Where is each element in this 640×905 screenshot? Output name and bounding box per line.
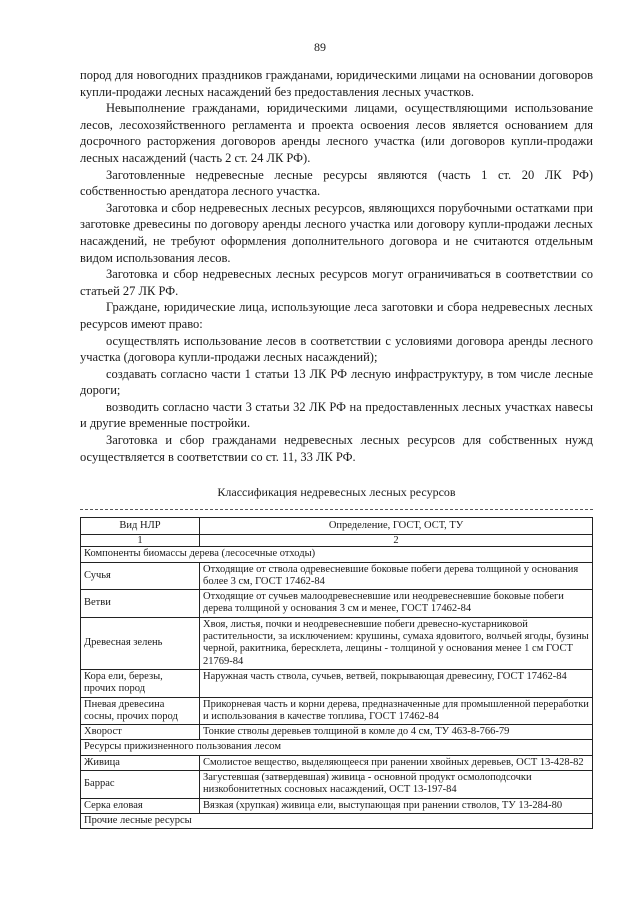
section-label: Прочие лесные ресурсы bbox=[81, 813, 593, 828]
resource-type-cell: Хворост bbox=[81, 725, 200, 740]
paragraph: Заготовка и сбор гражданами недревесных лесных ресурсов для собственных нужд осуществляется в соответствии со ст. 11, 33 ЛК РФ. bbox=[80, 433, 593, 464]
resource-type-cell: Древесная зелень bbox=[81, 617, 200, 669]
definition-cell: Наружная часть ствола, сучьев, ветвей, покрывающая древесину, ГОСТ 17462-84 bbox=[200, 669, 593, 697]
page-number: 89 bbox=[314, 40, 326, 54]
definition-cell: Отходящие от ствола одревесневшие боковые побеги дерева толщиной у основания более 3 см, ГОСТ 17462-84 bbox=[200, 562, 593, 590]
paragraph: осуществлять использование лесов в соответствии с условиями договора аренды лесного участка (договора купли-продажи лесных насаждений); bbox=[80, 333, 593, 365]
resource-type-cell: Пневая древесина сосны, прочих пород bbox=[81, 697, 200, 725]
paragraph: Заготовленные недревесные лесные ресурсы являются (часть 1 ст. 20 ЛК РФ) собственностью арендатора лесного участка. bbox=[80, 167, 593, 199]
table-row bbox=[81, 617, 593, 669]
definition-cell: Смолистое вещество, выделяющееся при ранении хвойных деревьев, ОСТ 13-428-82 bbox=[200, 755, 593, 770]
classification-table bbox=[80, 517, 593, 829]
paragraph: создавать согласно части 1 статьи 13 ЛК РФ лесную инфраструктуру, в том числе лесные дороги; bbox=[80, 366, 593, 398]
table-section-row bbox=[81, 813, 593, 828]
table-container bbox=[80, 509, 593, 826]
table-row bbox=[81, 697, 593, 725]
table-row bbox=[81, 725, 593, 740]
table-row bbox=[81, 771, 593, 799]
table-row bbox=[81, 755, 593, 770]
resource-type-cell: Баррас bbox=[81, 771, 200, 799]
section-label: Компоненты биомассы дерева (лесосечные отходы) bbox=[81, 547, 593, 562]
definition-cell: Загустевшая (затвердевшая) живица - основной продукт осмолоподсочки низкобонитетных сосновых насаждений, ОСТ 13-197-84 bbox=[200, 771, 593, 799]
paragraph: возводить согласно части 3 статьи 32 ЛК РФ на предоставленных лесных участках навесы и другие временные постройки. bbox=[80, 399, 593, 431]
resource-type-cell: Живица bbox=[81, 755, 200, 770]
definition-cell: Хвоя, листья, почки и неодревесневшие побеги древесно-кустарниковой растительности, за исключением: крушины, сумаха ядовитого, волчьей ягоды, бузины черной, ракитника, бересклета, лещины - толщиной у основания менее 1 см ГОСТ 21769-84 bbox=[200, 617, 593, 669]
definition-cell: Отходящие от сучьев малоодревесневшие или неодревесневшие боковые побеги дерева толщиной у основания 3 см и менее, ГОСТ 17462-84 bbox=[200, 590, 593, 618]
table-title: Классификация недревесных лесных ресурсов bbox=[217, 485, 456, 499]
resource-type-cell: Серка еловая bbox=[81, 798, 200, 813]
resource-type-cell: Сучья bbox=[81, 562, 200, 590]
table-body bbox=[81, 547, 593, 829]
column-header: Определение, ГОСТ, ОСТ, ТУ bbox=[200, 518, 593, 535]
table-section-row bbox=[81, 547, 593, 562]
table-row bbox=[81, 798, 593, 813]
column-number-row bbox=[81, 535, 593, 547]
paragraph: пород для новогодних праздников гражданами, юридическими лицами на основании договоров купли-продажи лесных насаждений без предоставления лесных участков. bbox=[80, 68, 593, 99]
paragraph: Заготовка и сбор недревесных лесных ресурсов могут ограничиваться в соответствии со статьей 27 ЛК РФ. bbox=[80, 267, 593, 298]
column-header: Вид НЛР bbox=[81, 518, 200, 535]
resource-type-cell: Ветви bbox=[81, 590, 200, 618]
table-row bbox=[81, 562, 593, 590]
table-row bbox=[81, 669, 593, 697]
column-number: 1 bbox=[81, 535, 200, 547]
definition-cell: Прикорневая часть и корни дерева, предназначенные для промышленной переработки и использования в качестве топлива, ГОСТ 17462-84 bbox=[200, 697, 593, 725]
definition-cell: Тонкие стволы деревьев толщиной в комле до 4 см, ТУ 463-8-766-79 bbox=[200, 725, 593, 740]
section-label: Ресурсы прижизненного пользования лесом bbox=[81, 740, 593, 755]
paragraph: Заготовка и сбор недревесных лесных ресурсов, являющихся порубочными остатками при заготовке древесины по договору аренды лесного участка или договору купли-продажи лесных насаждений, не требуют оформления дополнительного договора и не считаются отдельным видом использования лесов. bbox=[80, 200, 593, 265]
column-number: 2 bbox=[200, 535, 593, 547]
paragraph: Граждане, юридические лица, использующие леса заготовки и сбора недревесных лесных ресурсов имеют право: bbox=[80, 300, 593, 331]
paragraph: Невыполнение гражданами, юридическими лицами, осуществляющими использование лесов, лесохозяйственного регламента и проекта освоения лесов является основанием для досрочного расторжения договоров аренды лесного участка (или договоров купли-продажи лесных насаждений (часть 2 ст. 24 ЛК РФ). bbox=[80, 101, 593, 165]
table-header-row bbox=[81, 518, 593, 535]
table-section-row bbox=[81, 740, 593, 755]
resource-type-cell: Кора ели, березы, прочих пород bbox=[81, 669, 200, 697]
body-text bbox=[80, 67, 593, 465]
table-row bbox=[81, 590, 593, 618]
definition-cell: Вязкая (хрупкая) живица ели, выступающая при ранении стволов, ТУ 13-284-80 bbox=[200, 798, 593, 813]
